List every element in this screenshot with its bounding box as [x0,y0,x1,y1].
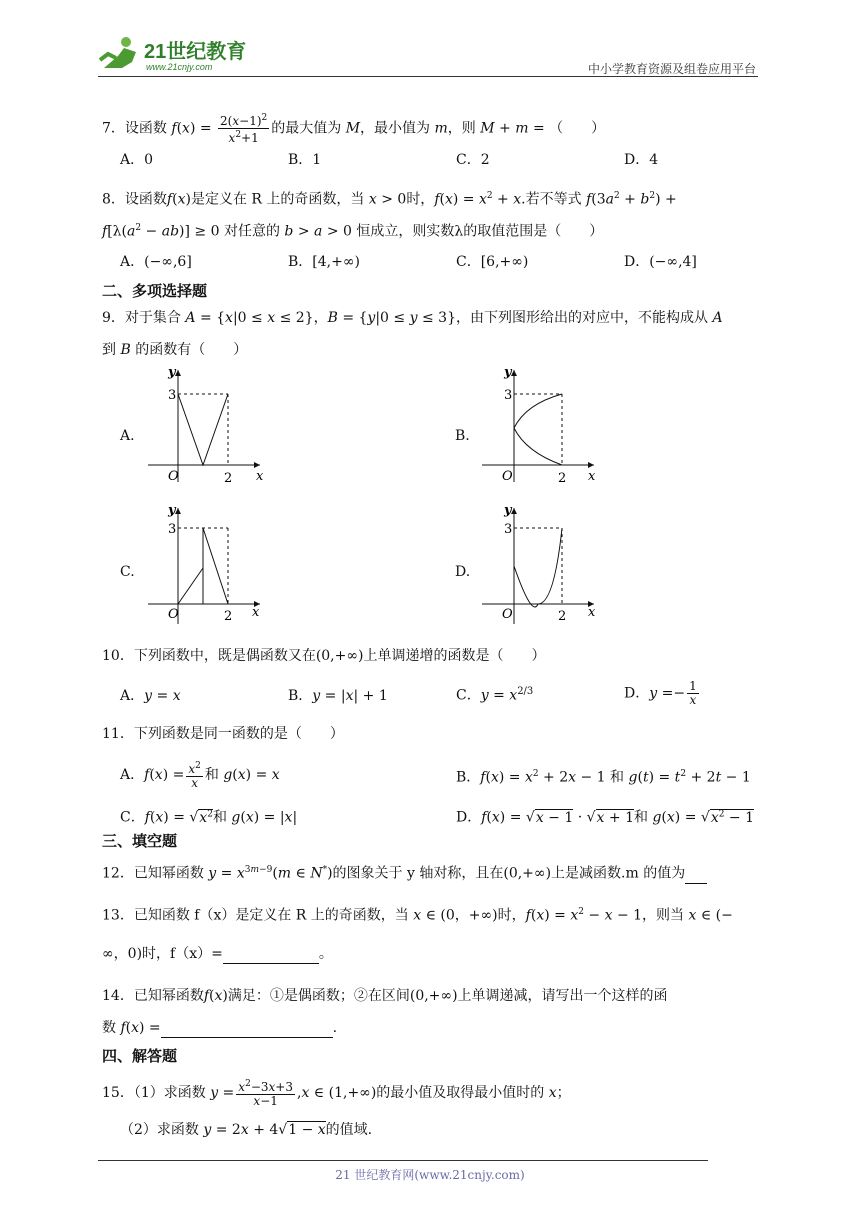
q10-option-d: D．y =− $\frac{1}{x}$ [624,679,697,707]
graph-a [140,362,270,492]
question-15-part2: （2）求函数 y = 2x + 4√1 − x的值域. [120,1122,373,1138]
q9-label-c: C. [120,564,135,580]
graph-b [474,362,604,492]
svg-text:y: y [504,503,512,518]
q9-label-b: B. [455,428,470,444]
header-right-text: 中小学教育资源及组卷应用平台 [587,62,756,76]
question-8-line1: 8．设函数f(x)是定义在 R 上的奇函数，当 x > 0时，$f(x) = x^2 + x$.若不等式 $f(3a^2 + b^2)$ + [102,191,677,208]
question-7: 7．设函数 f(x) = $\frac{2(x-1)^2}{x^2+1}$ 的最大值为 M，最小值为 m，则 M + m = （ ） [102,113,606,145]
footer-divider [98,1160,708,1161]
svg-text:3: 3 [168,388,177,403]
svg-text:x: x [256,469,264,484]
q10-option-b: B．y = |x| + 1 [288,688,388,704]
question-9-line2: 到 B 的函数有（ ） [102,342,248,358]
svg-text:x: x [588,605,596,620]
svg-text:O: O [168,607,179,622]
svg-text:3: 3 [504,388,513,403]
section-4-title: 四、解答题 [102,1047,178,1065]
svg-text:y: y [504,365,512,380]
graph-d [474,500,604,636]
svg-text:O: O [502,469,513,484]
q10-option-c: C．$y = x^{2/3}$ [456,686,534,704]
q8-option-c: C．[6,+∞) [456,254,529,270]
q11-option-a: A．f(x) = $\frac{x^2}{x}$ 和 g(x) = x [120,761,280,790]
q11-option-c: C．$f(x) = √x^2$和 g(x) = |x| [120,809,298,826]
question-9-line1: 9．对于集合 A = {x|0 ≤ x ≤ 2}，B = {y|0 ≤ y ≤ 3}，由下列图形给出的对应中，不能构成从 A [102,310,723,326]
q7-option-d: D．4 [624,152,659,168]
question-8-line2: $f[\lambda(a^2 - ab)] \ge 0$ 对任意的 b > a > 0 恒成立，则实数λ的取值范围是（ ） [102,223,604,240]
question-10: 10．下列函数中，既是偶函数又在(0,+∞)上单调递增的函数是（ ） [102,648,546,664]
q11-option-d: D．f(x) = √x − 1 · √x + 1和 $g(x) = √x^2 - 1$ [456,809,754,826]
question-12: 12．已知幂函数 $y = x^{3m-9}(m$ ∈ N*)的图象关于 y 轴对称，且在(0,+∞)上是减函数.m 的值为 [102,860,707,884]
logo [96,34,266,76]
svg-text:2: 2 [558,609,567,624]
svg-text:y: y [168,503,176,518]
q7-tail: （ ） [549,120,606,137]
svg-text:x: x [252,605,260,620]
q9-label-a: A. [120,428,135,444]
q11-option-b: B．$f(x) = x^2 + 2x - 1$ 和 $g(t) = t^2 + 2t - 1$ [456,769,751,786]
svg-text:2: 2 [558,471,567,486]
question-13-line2: ∞，0)时，f（x）= 。 [102,946,333,962]
q9-label-d: D. [455,564,471,580]
svg-text:3: 3 [168,522,177,537]
svg-text:O: O [502,607,513,622]
question-11: 11．下列函数是同一函数的是（ ） [102,726,344,742]
q7-option-b: B．1 [288,152,322,168]
q7-mid: 的最大值为 [271,120,342,137]
svg-text:x: x [588,469,596,484]
q8-option-b: B．[4,+∞) [288,254,360,270]
question-14-line1: 14．已知幂函数f(x)满足：①是偶函数；②在区间(0,+∞)上单调递减，请写出一个这样的函 [102,988,668,1004]
svg-text:y: y [168,365,176,380]
q7-rest: ，则 [447,120,476,137]
q8-option-a: A．(−∞,6] [120,254,192,270]
svg-text:2: 2 [224,609,233,624]
footer-text: 21 世纪教育网(www.21cnjy.com) [335,1168,525,1182]
graph-c [140,500,270,636]
question-13-line1: 13．已知函数 f（x）是定义在 R 上的奇函数，当 x ∈ (0，+∞)时，$f(x) = x^2 - x - 1$，则当 x ∈ (− [102,907,733,924]
section-3-title: 三、填空题 [102,832,178,850]
question-14-line2: 数 f(x) = . [102,1020,338,1036]
question-15-part1: 15．（1）求函数 y = $\frac{x^2-3x+3}{x-1}$ ,x ∈ (1,+∞)的最小值及取得最小值时的 x； [102,1079,571,1108]
q7-num: 7．设函数 [102,120,167,137]
header-divider [98,76,758,77]
q7-option-a: A．0 [120,152,154,168]
logo-text: 21世纪教育 [144,41,247,63]
svg-text:2: 2 [224,471,233,486]
svg-text:O: O [168,469,179,484]
q7-option-c: C．2 [456,152,490,168]
q8-option-d: D．(−∞,4] [624,254,697,270]
section-2-title: 二、多项选择题 [102,282,208,300]
svg-text:3: 3 [504,522,513,537]
q10-option-a: A．y = x [120,688,181,704]
logo-url: www.21cnjy.com [146,62,213,72]
